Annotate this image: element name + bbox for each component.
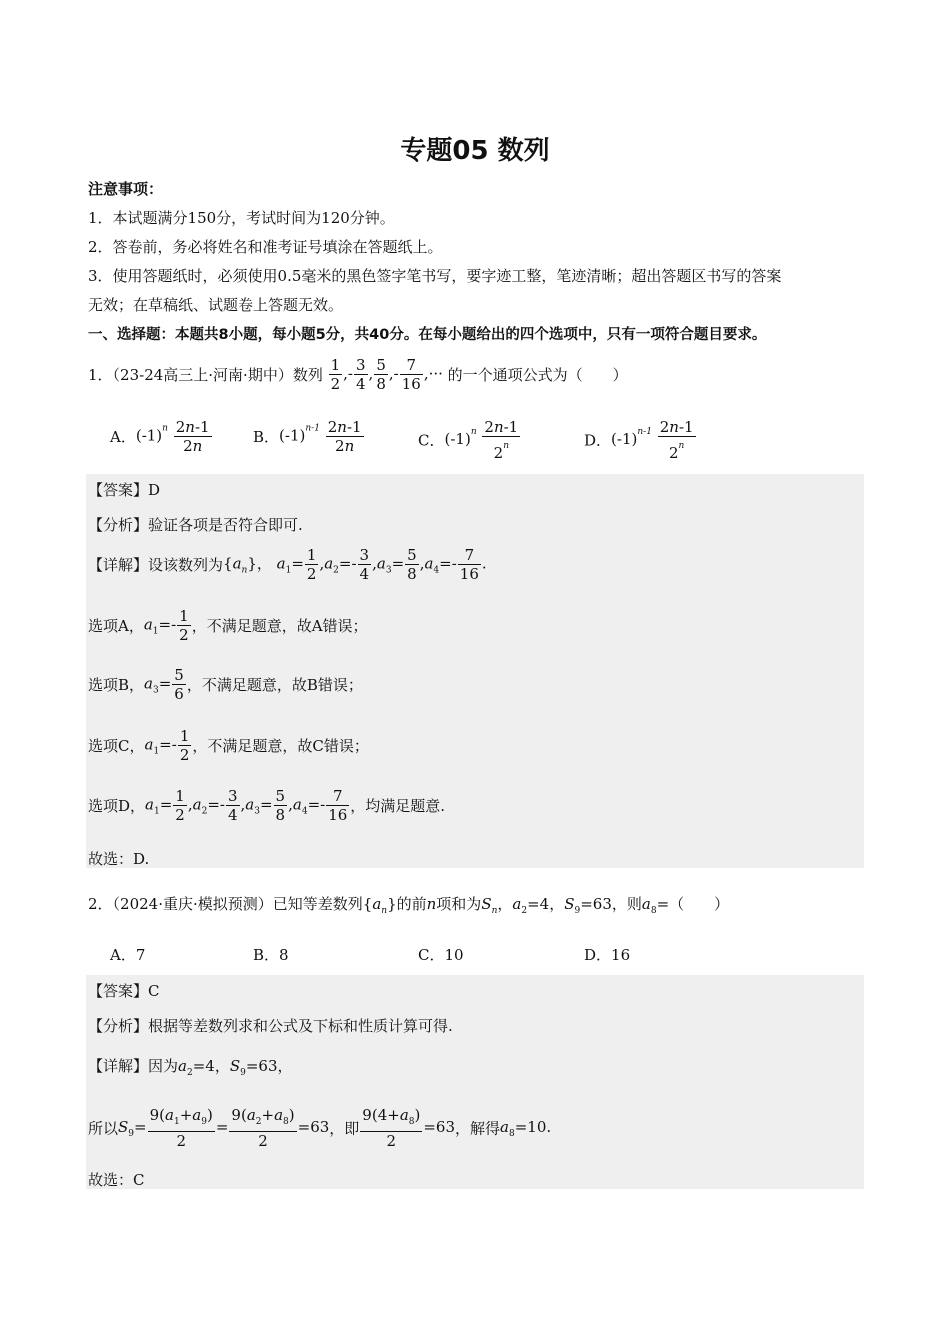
notice-item: 1．本试题满分150分，考试时间为120分钟。: [88, 209, 395, 227]
q2-detail: 【详解】因为$a_2=4$，$S_9=63$，: [88, 1057, 293, 1078]
q2-analysis: 【分析】根据等差数列求和公式及下标和性质计算可得.: [88, 1017, 453, 1035]
option-d[interactable]: D．16: [584, 946, 631, 964]
q2-derivation: 所以$S_9=$ $\frac{9(a_1+a_9)}{2}$ = $\frac{9(a_2+a_8)}{2}$ =63，即 $\frac{9(4+a_8)}{2}$ =63，解得$a_8=10$.: [88, 1106, 552, 1150]
q1-check-a: 选项A，$a_1=-$ $\frac{1}{2}$ ，不满足题意，故A错误；: [88, 607, 368, 644]
question-1-options: [110, 418, 810, 462]
q2-solution-box: [86, 975, 864, 1189]
q1-check-c: 选项C，$a_1=-$ $\frac{1}{2}$ ，不满足题意，故C错误；: [88, 727, 369, 764]
option-c[interactable]: C．10: [418, 946, 464, 964]
q2-conclusion: 故选：C: [88, 1171, 145, 1189]
q1-check-d: 选项D，$a_1=$ $\frac{1}{2}$ $,a_2=-$ $\frac{3}{4}$ $,a_3=$ $\frac{5}{8}$ $,a_4=-$ $\frac{7}{16}$ ，均满足题意.: [88, 787, 446, 824]
question-1-stem: 1．（23-24高三上·河南·期中）数列 $\frac{1}{2}$ ,- $\frac{3}{4}$ , $\frac{5}{8}$ ,- $\frac{7}{16}$ ,··· 的一个通项公式为（ ）: [88, 356, 628, 393]
q1-analysis: 【分析】验证各项是否符合即可.: [88, 516, 303, 534]
option-b[interactable]: B．8: [253, 946, 289, 964]
page-title: 专题05 数列: [400, 136, 550, 166]
section-heading: 一、选择题：本题共8小题，每小题5分，共40分。在每小题给出的四个选项中，只有一项符合题目要求。: [88, 327, 767, 343]
option-a[interactable]: A．$(-1)^n$ $\frac{2n-1}{2n}$: [110, 418, 210, 455]
option-b[interactable]: B．$(-1)^{n-1}$ $\frac{2n-1}{2n}$: [253, 418, 362, 455]
option-a[interactable]: A．7: [110, 946, 146, 964]
option-c[interactable]: C．$(-1)^n$ $\frac{2n-1}{2^n}$: [418, 418, 519, 462]
notice-heading: 注意事项：: [88, 180, 164, 198]
option-d[interactable]: D．$(-1)^{n-1}$ $\frac{2n-1}{2^n}$: [584, 418, 694, 462]
notice-item: 无效；在草稿纸、试题卷上答题无效。: [88, 296, 344, 314]
notice-item: 3．使用答题纸时，必须使用0.5毫米的黑色签字笔书写，要字迹工整，笔迹清晰；超出答题区书写的答案: [88, 267, 782, 285]
notice-item: 2．答卷前，务必将姓名和准考证号填涂在答题纸上。: [88, 238, 443, 256]
q2-answer: 【答案】C: [88, 982, 160, 1000]
q1-check-b: 选项B，$a_3=$ $\frac{5}{6}$ ，不满足题意，故B错误；: [88, 666, 363, 703]
q1-conclusion: 故选：D.: [88, 850, 150, 868]
question-2-stem: 2．（2024·重庆·模拟预测）已知等差数列$\{a_n\}$的前n项和为$S_n$，$a_2=4$，$S_9=63$，则$a_8=$（ ）: [88, 895, 730, 916]
q1-detail: 【详解】设该数列为$\{a_n\}$， $a_1=$ $\frac{1}{2}$ $,a_2=-$ $\frac{3}{4}$ $,a_3=$ $\frac{5}{8}$ $,a_4=-$ $\frac{7}{16}$ .: [88, 546, 487, 583]
question-2-options: [110, 944, 810, 966]
q1-answer: 【答案】D: [88, 481, 161, 499]
